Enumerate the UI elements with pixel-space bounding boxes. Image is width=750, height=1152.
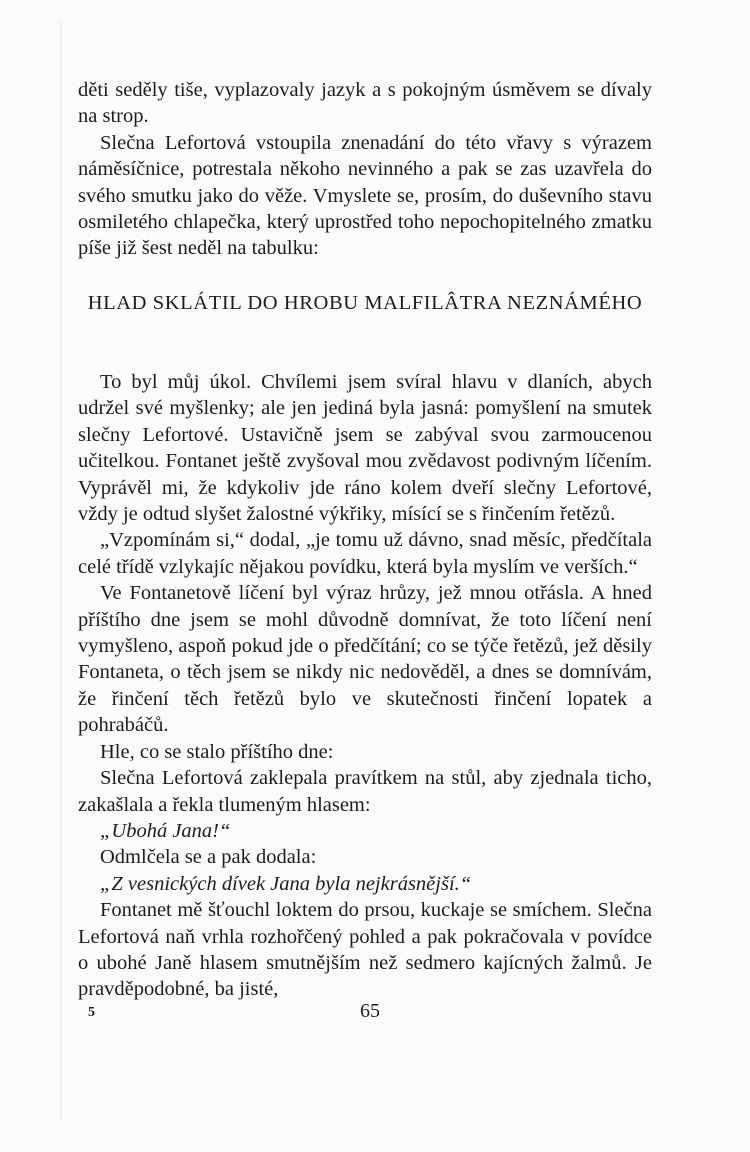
body-text-block	[78, 369, 652, 1003]
page-number: 65	[360, 1000, 380, 1022]
quoted-line: „Ubohá Jana!“	[100, 819, 231, 842]
paragraph-continuation: děti seděly tiše, vyplazovaly jazyk a s pokojným úsměvem se dívaly na strop.	[78, 79, 652, 128]
paragraph: Odmlčela se a pak dodala:	[100, 846, 317, 869]
paragraph: Slečna Lefortová vstoupila znenadání do této vřavy s výrazem náměsíčnice, potrestala někoho nevinného a pak se zas uzavřela do svého smutku jako do věže. Vmyslete se, prosím, do duševního stavu osmiletého chlapečka, který uprostřed toho nepochopitelného zmatku píše již šest neděl na tabulku:	[78, 131, 652, 260]
paragraph: Fontanet mě šťouchl loktem do prsou, kuckaje se smíchem. Slečna Lefortová naň vrhla rozhořčený pohled a pak pokračovala v povídce o ubohé Janě hlasem smutnějším než sedmero kajícných žalmů. Je pravděpodobné, ba jisté,	[78, 899, 652, 1001]
paragraph: Slečna Lefortová zaklepala pravítkem na stůl, aby zjednala ticho, zakašlala a řekla tlumeným hlasem:	[78, 767, 652, 816]
quoted-line: „Z vesnických dívek Jana byla nejkrásnější.“	[100, 872, 472, 895]
paragraph: „Vzpomínám si,“ dodal, „je tomu už dávno, snad měsíc, předčítala celé třídě vzlykajíc nějakou povídku, která byla myslím ve verších.“	[78, 529, 652, 578]
paragraph: Ve Fontanetově líčení byl výraz hrůzy, jež mnou otřásla. A hned příštího dne jsem se mohl důvodně domnívat, že toto líčení není vymyšleno, aspoň pokud jde o předčítání; co se týče řetězů, jež děsily Fontaneta, o těch jsem se nikdy nic nedověděl, a dnes se domnívám, že řinčení těch řetězů bylo ve skutečnosti řinčení lopatek a pohrabáčů.	[78, 582, 652, 737]
page-edge-shadow	[60, 20, 63, 1120]
chapter-heading: HLAD SKLÁTIL DO HROBU MALFILÂTRA NEZNÁMÉHO	[87, 292, 643, 314]
top-text-block	[78, 77, 652, 262]
paragraph: Hle, co se stalo příštího dne:	[100, 740, 334, 763]
printer-signature-mark: 5	[88, 1005, 95, 1020]
paragraph: To byl můj úkol. Chvílemi jsem svíral hlavu v dlaních, abych udržel své myšlenky; ale jen jediná byla jasná: pomyšlení na smutek slečny Lefortové. Ustavičně jsem se zabýval svou zarmoucenou učitelkou. Fontanet ještě zvyšoval mou zvědavost podivným líčením. Vyprávěl mi, že kdykoliv jde ráno kolem dveří slečny Lefortové, vždy je odtud slyšet žalostné výkřiky, mísící se s řinčením řetězů.	[78, 371, 652, 526]
